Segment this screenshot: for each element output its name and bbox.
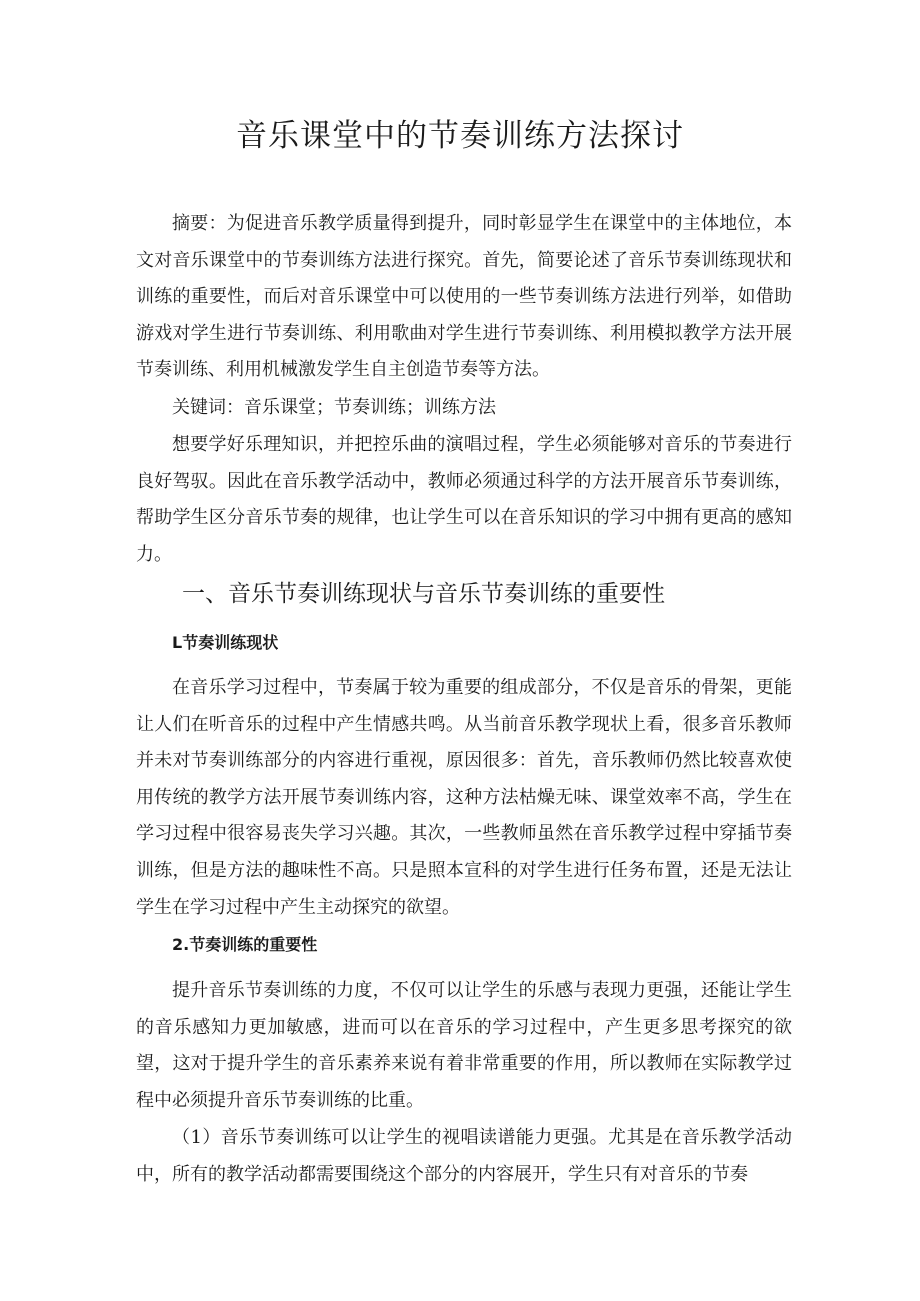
importance-paragraph: 提升音乐节奏训练的力度，不仅可以让学生的乐感与表现力更强，还能让学生的音乐感知力更加敏感，进而可以在音乐的学习过程中，产生更多思考探究的欲望，这对于提升学生的音乐素养来说有着非常重要的作用，所以教师在实际教学过程中必须提升音乐节奏训练的比重。 — [136, 980, 792, 1111]
keywords-line: 关键词：音乐课堂；节奏训练；训练方法 — [172, 397, 496, 418]
subsection-heading-importance: 2.节奏训练的重要性 — [172, 935, 318, 954]
point-one-paragraph: （1）音乐节奏训练可以让学生的视唱读谱能力更强。尤其是在音乐教学活动中，所有的教学活动都需要围绕这个部分的内容展开，学生只有对音乐的节奏 — [136, 1127, 792, 1185]
abstract-paragraph: 摘要：为促进音乐教学质量得到提升，同时彰显学生在课堂中的主体地位，本文对音乐课堂中的节奏训练方法进行探究。首先，简要论述了音乐节奏训练现状和训练的重要性，而后对音乐课堂中可以使用的一些节奏训练方法进行列举，如借助游戏对学生进行节奏训练、利用歌曲对学生进行节奏训练、利用模拟教学方法开展节奏训练、利用机械激发学生自主创造节奏等方法。 — [136, 213, 792, 381]
section-heading: 一、音乐节奏训练现状与音乐节奏训练的重要性 — [182, 581, 665, 607]
status-paragraph: 在音乐学习过程中，节奏属于较为重要的组成部分，不仅是音乐的骨架，更能让人们在听音乐的过程中产生情感共鸣。从当前音乐教学现状上看，很多音乐教师并未对节奏训练部分的内容进行重视，原因很多：首先，音乐教师仍然比较喜欢使用传统的教学方法开展节奏训练内容，这种方法枯燥无味、课堂效率不高，学生在学习过程中很容易丧失学习兴趣。其次，一些教师虽然在音乐教学过程中穿插节奏训练，但是方法的趣味性不高。只是照本宣科的对学生进行任务布置，还是无法让学生在学习过程中产生主动探究的欲望。 — [136, 677, 792, 918]
subsection-heading-status: L节奏训练现状 — [172, 633, 279, 652]
document-title: 音乐课堂中的节奏训练方法探讨 — [236, 118, 684, 154]
intro-paragraph: 想要学好乐理知识，并把控乐曲的演唱过程，学生必须能够对音乐的节奏进行良好驾驭。因此在音乐教学活动中，教师必须通过科学的方法开展音乐节奏训练，帮助学生区分音乐节奏的规律，也让学生可以在音乐知识的学习中拥有更高的感知力。 — [136, 434, 792, 565]
